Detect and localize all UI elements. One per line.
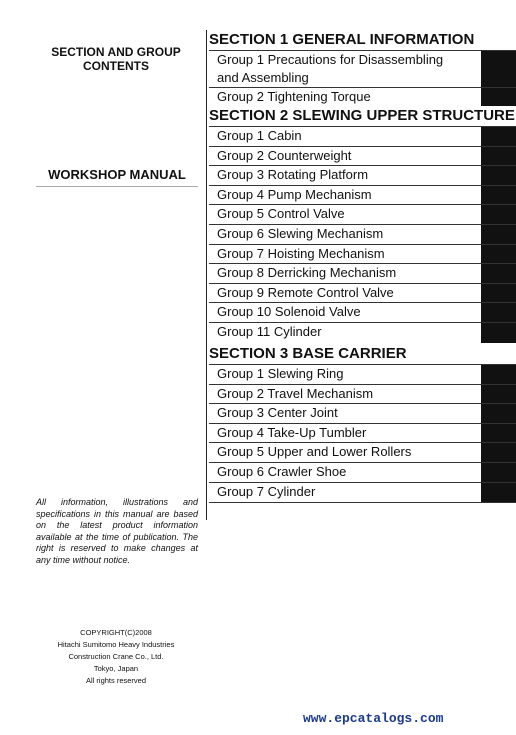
group-item[interactable]: Group 10 Solenoid Valve: [209, 302, 516, 322]
section-group-contents-title: SECTION AND GROUP CONTENTS: [51, 45, 181, 73]
section-3-groups: [209, 364, 516, 501]
group-item[interactable]: Group 3 Center Joint: [209, 403, 516, 423]
section-3-end-rule: [209, 502, 516, 503]
group-item[interactable]: Group 7 Hoisting Mechanism: [209, 244, 516, 264]
workshop-manual-rule: [36, 186, 198, 187]
group-item[interactable]: Group 8 Derricking Mechanism: [209, 263, 516, 283]
group-item[interactable]: Group 1 Slewing Ring: [209, 364, 516, 384]
group-item[interactable]: Group 1 Precautions for Disassembling and Assembling: [209, 50, 516, 87]
copyright-line: COPYRIGHT(C)2008: [80, 628, 152, 637]
section-3-title: SECTION 3 BASE CARRIER: [209, 345, 407, 362]
group-item[interactable]: Group 9 Remote Control Valve: [209, 283, 516, 303]
disclaimer-text: All information, illustrations and specifications in this manual are based on the latest product information available at the time of publication. The right is reserved to make changes at any time without notice.: [36, 497, 198, 565]
group-item[interactable]: Group 6 Crawler Shoe: [209, 462, 516, 482]
copyright-line: All rights reserved: [85, 676, 147, 685]
group-item[interactable]: Group 7 Cylinder: [209, 482, 516, 502]
group-item[interactable]: Group 2 Tightening Torque: [209, 87, 516, 107]
group-item[interactable]: Group 3 Rotating Platform: [209, 165, 516, 185]
group-item[interactable]: Group 5 Control Valve: [209, 204, 516, 224]
group-item[interactable]: Group 4 Pump Mechanism: [209, 185, 516, 205]
section-1-title: SECTION 1 GENERAL INFORMATION: [209, 31, 475, 48]
group-item[interactable]: Group 5 Upper and Lower Rollers: [209, 442, 516, 462]
section-2-title: SECTION 2 SLEWING UPPER STRUCTURE: [209, 107, 515, 124]
divider-line: [206, 30, 207, 520]
copyright-block: [36, 627, 196, 687]
workshop-manual-title: WORKSHOP MANUAL: [48, 167, 186, 182]
section-1-groups: [209, 50, 516, 107]
group-item[interactable]: Group 1 Cabin: [209, 126, 516, 146]
watermark-url[interactable]: www.epcatalogs.com: [303, 711, 444, 726]
group-item[interactable]: Group 2 Travel Mechanism: [209, 384, 516, 404]
copyright-line: Hitachi Sumitomo Heavy Industries: [57, 640, 175, 649]
copyright-line: Tokyo, Japan: [93, 664, 139, 673]
group-item[interactable]: Group 4 Take-Up Tumbler: [209, 423, 516, 443]
copyright-line: Construction Crane Co., Ltd.: [68, 652, 164, 661]
group-item[interactable]: Group 2 Counterweight: [209, 146, 516, 166]
section-2-groups: [209, 126, 516, 342]
group-item[interactable]: Group 11 Cylinder: [209, 322, 516, 342]
group-item[interactable]: Group 6 Slewing Mechanism: [209, 224, 516, 244]
